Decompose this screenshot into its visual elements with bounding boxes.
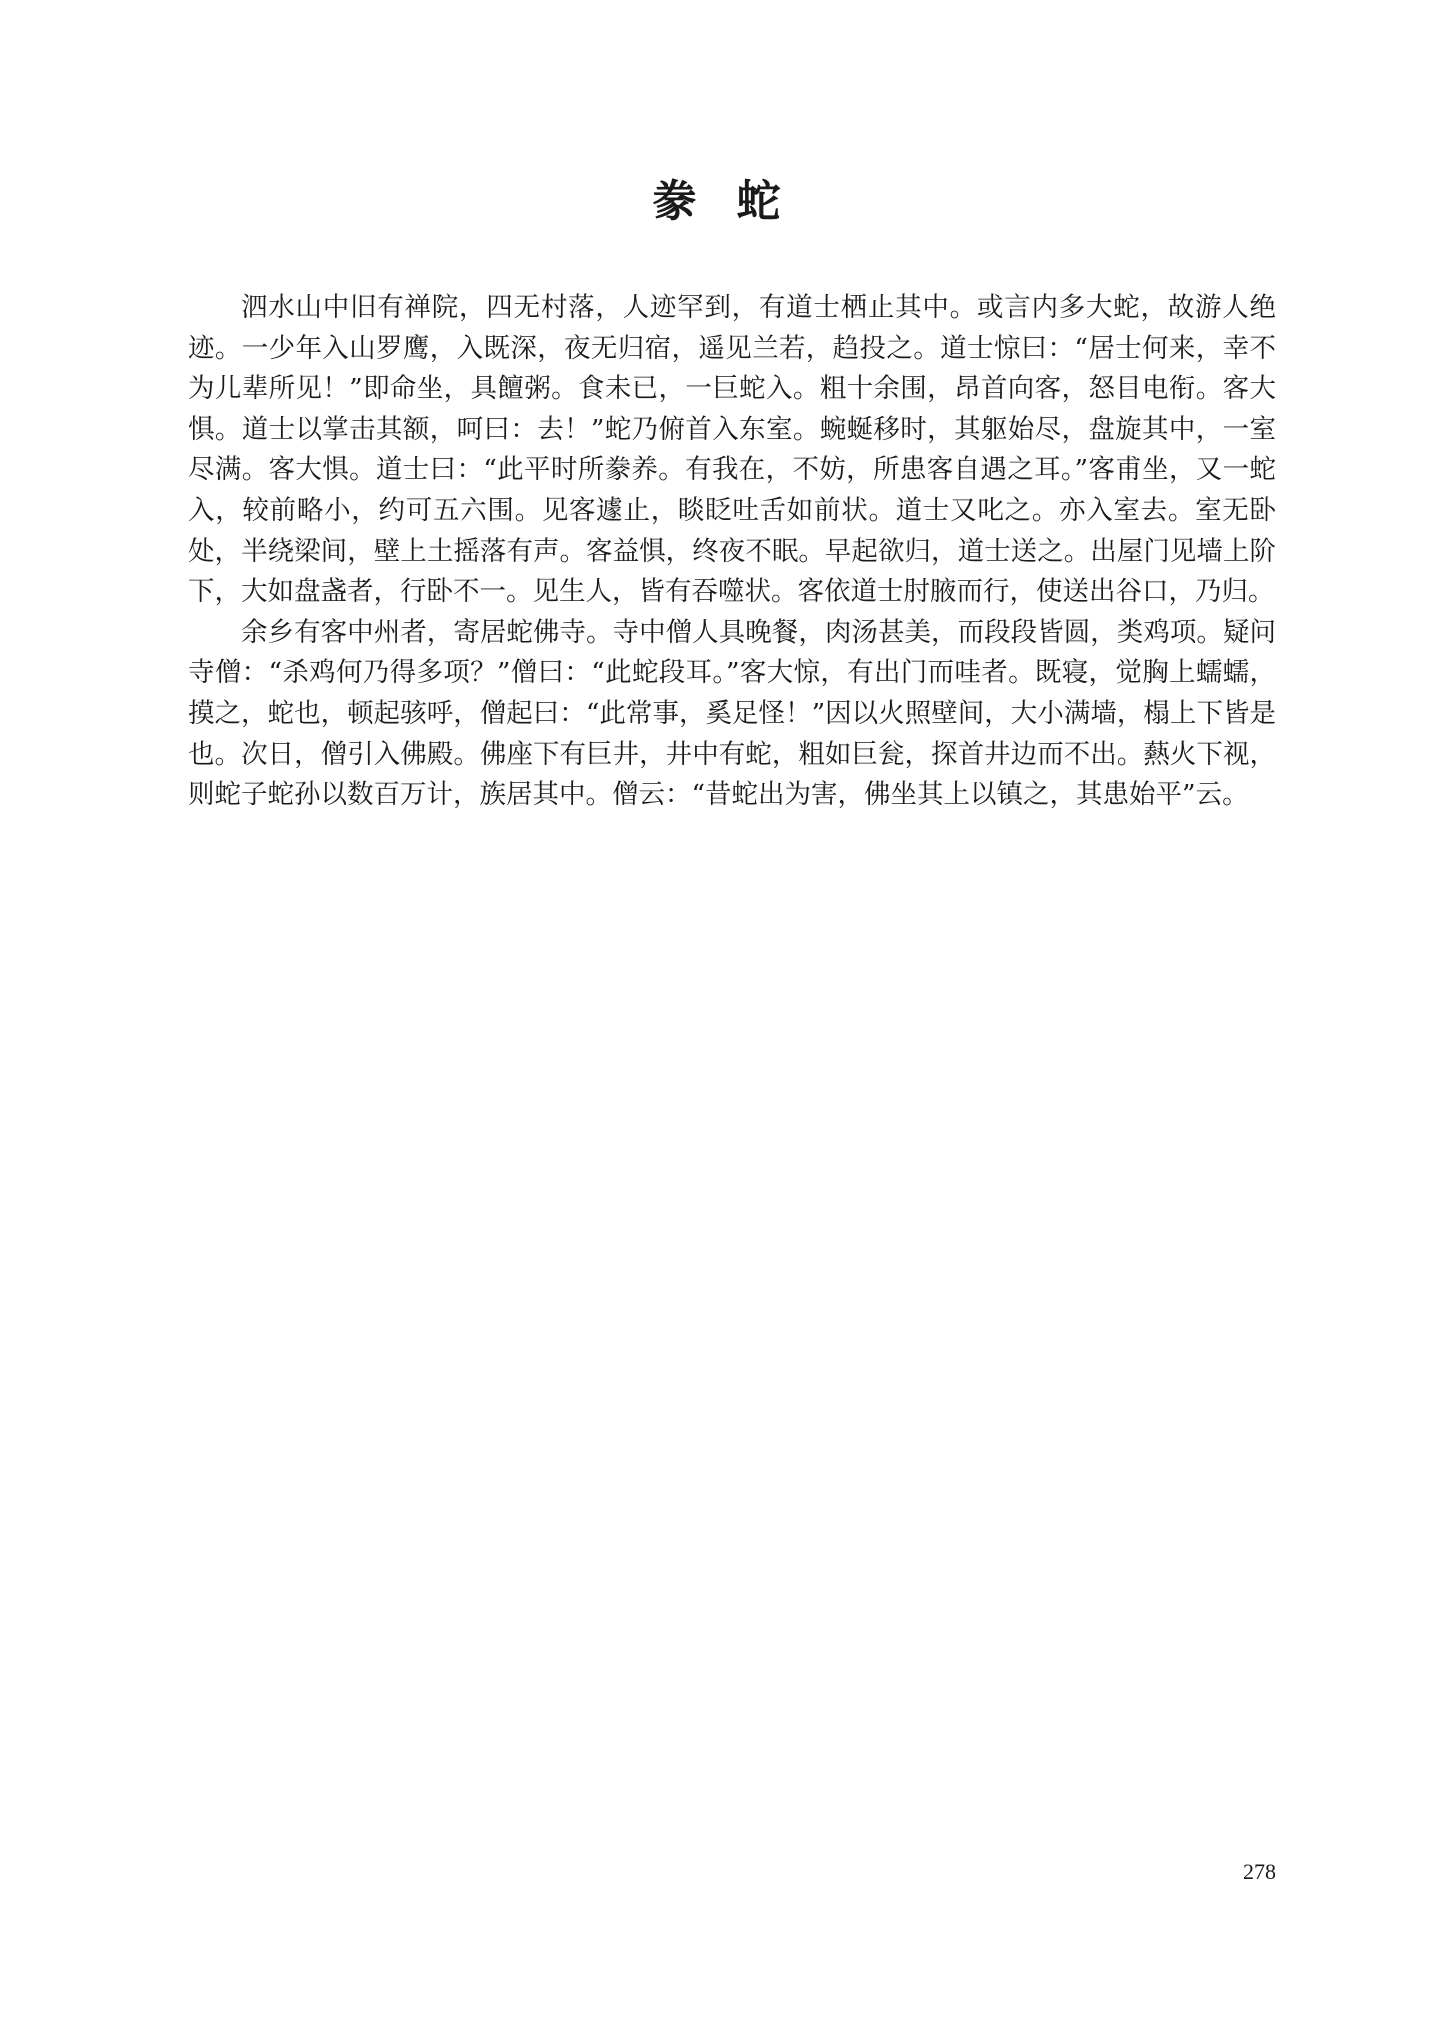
paragraph-2: 余乡有客中州者，寄居蛇佛寺。寺中僧人具晚餐，肉汤甚美，而段段皆圆，类鸡项。疑问寺僧：“杀鸡何乃得多项？”僧曰：“此蛇段耳。”客大惊，有出门而哇者。既寝，觉胸上蠕蠕，摸之，蛇也，顿起骇呼，僧起曰：“此常事，奚足怪！”因以火照壁间，大小满墙，榻上下皆是也。次日，僧引入佛殿。佛座下有巨井，井中有蛇，粗如巨瓮，探首井边而不出。爇火下视，则蛇子蛇孙以数百万计，族居其中。僧云：“昔蛇出为害，佛坐其上以镇之，其患始平”云。 xyxy=(188,616,1276,811)
body-text xyxy=(188,288,1276,816)
paragraph-1: 泗水山中旧有禅院，四无村落，人迹罕到，有道士栖止其中。或言内多大蛇，故游人绝迹。一少年入山罗鹰，入既深，夜无归宿，遥见兰若，趋投之。道士惊曰：“居士何来，幸不为儿辈所见！”即命坐，具饘粥。食未已，一巨蛇入。粗十余围，昂首向客，怒目电衔。客大惧。道士以掌击其额，呵曰：去！”蛇乃俯首入东室。蜿蜒移时，其躯始尽，盘旋其中，一室尽满。客大惧。道士曰：“此平时所豢养。有我在，不妨，所患客自遇之耳。”客甫坐，又一蛇入，较前略小，约可五六围。见客遽止，睒眨吐舌如前状。道士又叱之。亦入室去。室无卧处，半绕梁间，壁上土摇落有声。客益惧，终夜不眠。早起欲归，道士送之。出屋门见墙上阶下，大如盘盏者，行卧不一。见生人，皆有吞噬状。客依道士肘腋而行，使送出谷口，乃归。 xyxy=(188,292,1276,608)
page-title: 豢蛇 xyxy=(652,176,821,227)
page-number: 278 xyxy=(1243,1859,1276,1884)
